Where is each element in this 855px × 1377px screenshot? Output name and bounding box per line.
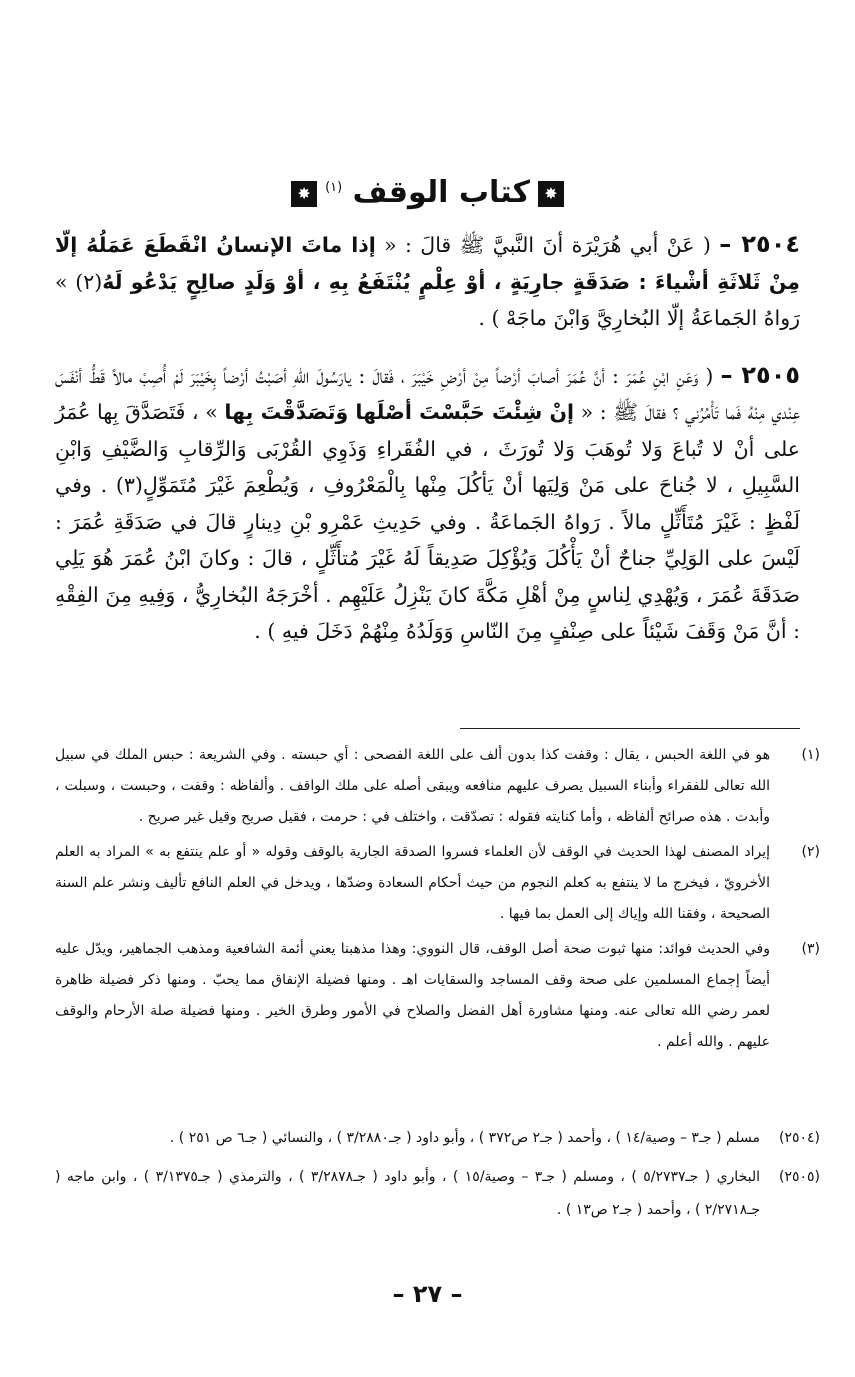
footnote-divider — [460, 728, 800, 729]
footnote-text: إيراد المصنف لهذا الحديث في الوقف لأن العلماء فسروا الصدقة الجارية بالوقف وقوله « أو علم ينتفع به » المراد به العلم الأخرويّ ، فيخرج ما لا ينتفع به كعلم النجوم من حيث أحكام السعادة وضدّها ، ويدخل في العلم النافع تأليف ونشر علم السنة الصحيحة ، وفقنا الله وإياك إلى العمل بما فيها . — [55, 844, 770, 922]
reference-text: البخاري ( جـ٥/٢٧٣٧ ) ، ومسلم ( جـ٣ – وصية/١٥ ) ، وأبو داود ( جـ٣/٢٨٧٨ ) ، والترمذي ( جـ٣/١٣٧٥ ) ، وابن ماجه ( جـ٢/٢٧١٨ ) ، وأحمد ( جـ٢ ص١٣ ) . — [55, 1169, 760, 1218]
footnote-text: هو في اللغة الحبس ، يقال : وقفت كذا بدون ألف على اللغة الفصحى : أي حبسته . وفي الشريعة : حبس الملك في سبيل الله تعالى للفقراء وأبناء السبيل يصرف عليهم منافعه ويبقى أصله على ملك الواقف . وألفاظه : وقفت ، وحبست ، وسبلت ، وأبدت . هذه صرائح ألفاظه ، وأما كنايته فقوله : تصدّقت ، واختلف في : حرمت ، فقيل صريح وقيل غير صريح . — [55, 747, 770, 825]
hadith-segment: » ، فَتَصَدَّقَ بِها عُمَرُ على أنْ لا تُباعَ وَلا تُوهَبَ وَلا تُورَثَ ، في الفُقَراءِ وَذَوِي القُرْبَى وَالرِّقابِ وَالضَّيْفِ وَابْنِ السَّبِيلِ ، لا جُناحَ على مَنْ وَلِيَها أنْ يَأكُلَ مِنْها بِالْمَعْرُوفِ ، وَيُطْعِمَ غَيْرَ مُتَمَوِّلٍ(٣) . وفي لَفْظٍ : غَيْرَ مُتَأَثِّلٍ مالاً . رَواهُ الجَماعَةُ . وفي حَدِيثِ عَمْرِو بْنِ دِينارٍ قالَ في صَدَقَةِ عُمَرَ : لَيْسَ على الوَلِيِّ جناحٌ أنْ يَأْكُلَ وَيُؤْكِلَ صَدِيقاً لَهُ غَيْرَ مُتأَثِّلٍ ، قالَ : وكانَ ابْنُ عُمَرَ هُوَ يَلِي صَدَقَةَ عُمَرَ ، وَيُهْدِي لِناسٍ مِنْ أهْلِ مَكَّةَ كانَ يَنْزِلُ عَلَيْهِم . أخْرَجَهُ البُخارِيُّ ، وَفِيهِ مِنَ الفِقْهِ : أنَّ مَنْ وَقَفَ شَيْئاً على صِنْفٍ مِنَ النّاسِ وَوَلَدُهُ مِنْهُمْ دَخَلَ فيهِ ) . — [55, 400, 800, 643]
hadith-number: ٢٥٠٤ – — [719, 230, 800, 258]
footnote-item — [55, 934, 820, 1058]
reference-item — [55, 1122, 820, 1155]
star-box-icon: ✸ — [538, 181, 564, 207]
hadith-2505 — [55, 357, 800, 650]
reference-text: مسلم ( جـ٣ – وصية/١٤ ) ، وأحمد ( جـ٢ ص٣٧٢ ) ، وأبو داود ( جـ٣/٢٨٨٠ ) ، والنسائي ( جـ٦ ص ٢٥١ ) . — [169, 1130, 760, 1146]
hadith-segment: (٢) » رَواهُ الجَماعَةُ إلّا البُخارِيَّ وَابْنَ ماجَهْ ) . — [55, 269, 800, 330]
footnote-item — [55, 837, 820, 930]
hadith-segment-bold: إنْ شِئْتَ حَبَّسْتَ أصْلَها وَتَصَدَّقْتَ بِها — [224, 400, 574, 424]
star-box-icon: ✸ — [291, 181, 317, 207]
chapter-footnote-ref: (١) — [325, 180, 343, 195]
reference-item — [55, 1161, 820, 1227]
source-references — [55, 1122, 820, 1227]
chapter-heading — [0, 170, 855, 211]
hadith-segment: ( عَنْ أبي هُرَيْرَة أنَ النَّبيَّ ﷺ قالَ : « — [375, 233, 720, 257]
footnote-item — [55, 740, 820, 833]
footnote-text: وفي الحديث فوائد: منها ثبوت صحة أصل الوقف، قال النووي: وهذا مذهبنا يعني أئمة الشافعية ومذهب الجماهير، ويدّل عليه أيضاً إجماع المسلمين على صحة وقف المساجد والسقايات اهـ . ومنها فضيلة الإنفاق مما يحبّ . ومنها ذكر فضيلة ظاهرة لعمر رضي الله تعالى عنه. ومنها مشاورة أهل الفضل والصلاح في الأمور وطرق الخير . ومنها فضيلة صلة الأرحام والوقف عليهم . والله أعلم . — [55, 941, 770, 1050]
footnotes — [55, 740, 820, 1058]
footnote-number: (٢) — [801, 844, 820, 860]
reference-number: (٢٥٠٥) — [778, 1169, 820, 1185]
hadith-segment-bold: إذا ماتَ الإنسانُ انْقَطَعَ عَمَلُهُ إلّا مِنْ ثَلاثَةِ أشْياءَ : صَدَقَةٍ جارِيَةٍ ، أوْ عِلْمٍ يُنْتَفَعُ بِهِ ، أوْ وَلَدٍ صالِحٍ يَدْعُو لَهُ — [55, 233, 800, 294]
hadith-2504 — [55, 226, 800, 337]
hadith-text-body — [55, 226, 800, 650]
hadith-segment: ( وَعَنِ ابْنِ عُمَرَ : أنَّ عُمَرَ أصابَ أرْضاً مِنْ أرْضِ خَيْبَرَ ، فَقالَ : يارَسُولَ اللهِ أصَبْتُ أرْضاً بِخَيْبَرَ لَمْ أُصِبْ مالاً قَطُّ أنْفَسَ عِنْدي مِنْهُ فَما تَأْمُرُني ؟ فقالَ ﷺ : « — [55, 363, 800, 424]
footnote-number: (١) — [801, 747, 820, 763]
reference-number: (٢٥٠٤) — [778, 1130, 820, 1146]
hadith-number: ٢٥٠٥ – — [720, 360, 800, 389]
footnote-number: (٣) — [801, 941, 820, 957]
page-number: – ٢٧ – — [392, 1280, 463, 1308]
chapter-title: كتاب الوقف — [352, 175, 530, 210]
